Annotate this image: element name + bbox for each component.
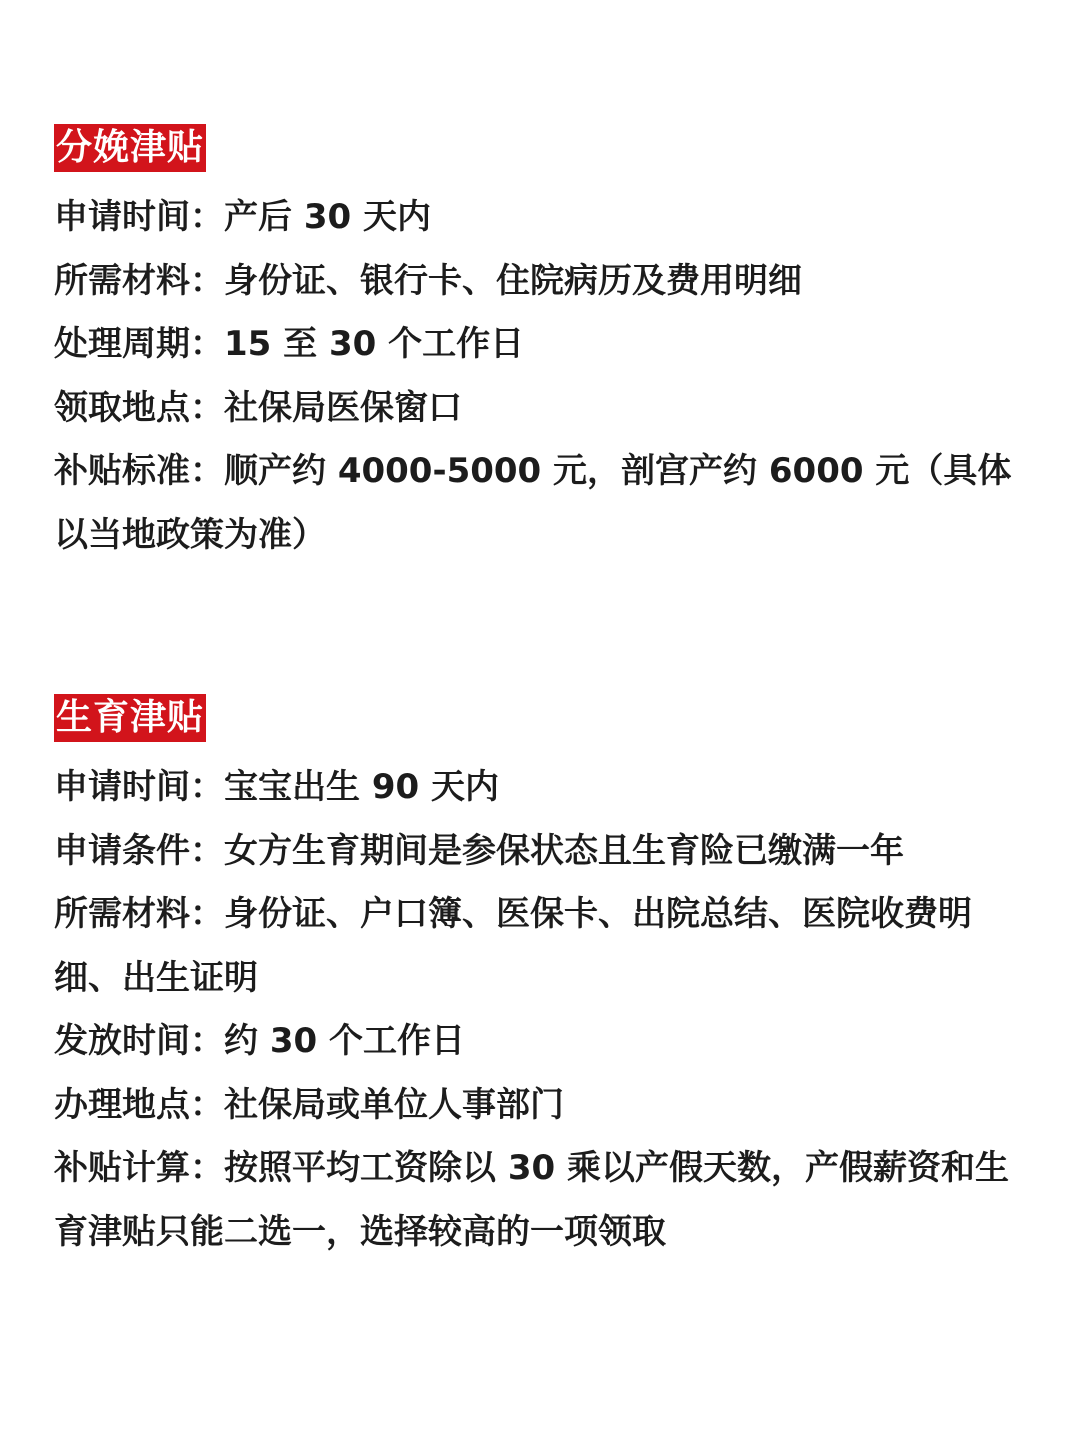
info-row-processing-period (54, 313, 1026, 377)
row-value: 顺产约 4000-5000 元，剖宫产约 6000 元（具体以当地政策为准） (54, 451, 1012, 555)
row-value: 女方生育期间是参保状态且生育险已缴满一年 (224, 830, 904, 871)
row-label: 补贴计算： (54, 1148, 224, 1188)
row-label: 所需材料： (54, 894, 224, 934)
row-label: 领取地点： (54, 387, 224, 428)
section-delivery-allowance (54, 124, 1026, 567)
row-value: 宝宝出生 90 天内 (224, 767, 499, 807)
info-row-handling-location (54, 1074, 1026, 1138)
row-label: 申请条件： (54, 830, 224, 871)
section-maternity-allowance (54, 694, 1026, 1264)
info-row-subsidy-calculation (54, 1137, 1026, 1264)
row-label: 申请时间： (54, 197, 224, 237)
row-value: 社保局医保窗口 (224, 387, 462, 428)
row-value: 身份证、户口簿、医保卡、出院总结、医院收费明细、出生证明 (54, 894, 972, 998)
info-row-payout-time (54, 1010, 1026, 1074)
row-value: 产后 30 天内 (224, 197, 431, 237)
info-row-materials (54, 250, 1026, 314)
info-row-apply-time (54, 756, 1026, 820)
row-value: 按照平均工资除以 30 乘以产假天数，产假薪资和生育津贴只能二选一，选择较高的一项领取 (54, 1148, 1009, 1252)
row-label: 办理地点： (54, 1084, 224, 1125)
row-value: 约 30 个工作日 (224, 1021, 465, 1061)
section-title: 生育津贴 (54, 694, 206, 742)
info-row-subsidy-standard (54, 440, 1026, 567)
row-label: 发放时间： (54, 1021, 224, 1061)
row-label: 补贴标准： (54, 451, 224, 491)
info-row-apply-time (54, 186, 1026, 250)
info-row-materials (54, 883, 1026, 1010)
row-label: 处理周期： (54, 324, 224, 364)
row-value: 15 至 30 个工作日 (224, 324, 525, 364)
row-label: 所需材料： (54, 260, 224, 301)
row-value: 社保局或单位人事部门 (224, 1084, 564, 1125)
row-label: 申请时间： (54, 767, 224, 807)
info-row-pickup-location (54, 377, 1026, 441)
info-row-conditions (54, 820, 1026, 884)
row-value: 身份证、银行卡、住院病历及费用明细 (224, 260, 802, 301)
section-title: 分娩津贴 (54, 124, 206, 172)
